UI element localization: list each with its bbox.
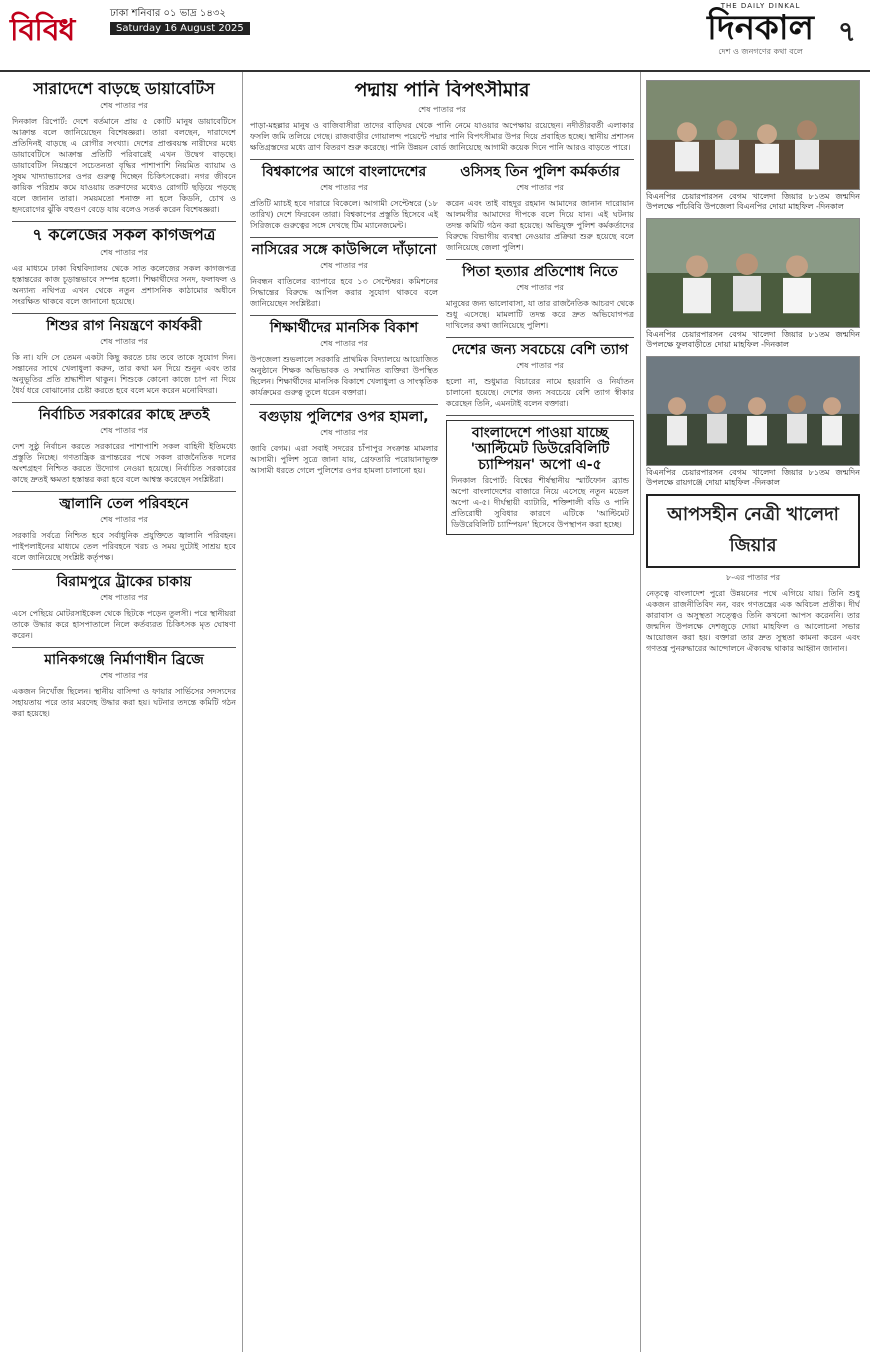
story-body: প্রতিটি ম্যাচই হবে দারারে বিকেলে। আগামী সেপ্টেম্বরে (১৮ তারিখ) দেশে ফিরবেন তারা। বিশ্বকাপের প্রস্তুতি হিসেবে এই সিরিজকে গুরুত্বের সঙ্গে দেখছে টিম ম্যানেজমেন্ট। (250, 198, 438, 230)
photo (646, 356, 860, 466)
divider (446, 259, 634, 260)
middle-column (250, 80, 634, 1345)
newspaper-brand (707, 2, 814, 59)
headline: সারাদেশে বাড়ছে ডায়াবেটিস (33, 80, 215, 98)
divider (12, 491, 236, 492)
brand-name: দিনকাল (707, 8, 814, 48)
story-body: এসে পেছিয়ে মোটরসাইকেল থেকে ছিটকে পড়েন তুলসী। পরে স্থানীয়রা তাকে উদ্ধার করে হাসপাতালে নিলে কর্তব্যরত চিকিৎসক মৃত ঘোষণা করেন। (12, 609, 236, 641)
divider (250, 159, 634, 160)
story-body: করেন এবং তাই বাহদুর রহমান আমাদের জানান দারোয়ান আলমগীর আমাদের দীপকে বলে দিয়ে যান। এই ঘটনায় তদন্ত কমিটি গঠন করা হয়েছে। অভিযুক্ত পুলিশ কর্মকর্তাদের বিরুদ্ধে বিভাগীয় ব্যবস্থা নেওয়ার প্রক্রিয়া শুরু হয়েছে বলে জানিয়েছে জেলা পুলিশ। (446, 198, 634, 252)
headline: নাসিরের সঙ্গে কাউন্সিলে দাঁড়ানো (251, 241, 437, 258)
headline: জ্বালানি তেল পরিবহনে (59, 495, 189, 512)
date-bangla: ঢাকা শনিবার ০১ ভাদ্র ১৪৩২ (110, 8, 226, 19)
divider (12, 402, 236, 403)
story-body: সরকারি সর্বত্রে নিশ্চিত হবে সর্বাধুনিক প্রযুক্তিতে জ্বালানি পরিবহন। পাইপলাইনের মাধ্যমে তেল পরিবহনে খরচ ও সময় দুটোই সাশ্রয় হবে বলে জানিয়েছে সংশ্লিষ্ট কর্তৃপক্ষ। (12, 531, 236, 563)
brand-tagline: দেশ ও জনগণের কথা বলে (718, 47, 803, 56)
divider (250, 315, 438, 316)
story-body: দেশ সুষ্ঠু নির্বাচন করতে সরকারের পাশাপাশি সকল বাহিনী ইতিমধ্যে প্রস্তুতি নিচ্ছে। গণতান্ত্রিক রূপান্তরের পথে সকল রাজনৈতিক দলের অংশগ্রহণ নিশ্চিত করতে উদ্যোগ নেওয়া হয়েছে। নির্বাচিত সরকারের কাছে দ্রুতই ক্ষমতা হস্তান্তর করা হবে বলে আশ্বস্ত করেছেন সংশ্লিষ্টরা। (12, 441, 236, 484)
left-column (12, 80, 236, 1345)
divider (12, 647, 236, 648)
story-ultimate (446, 420, 634, 535)
story-bogura (250, 409, 438, 476)
headline: দেশের জন্য সবচেয়ে বেশি ত্যাগ (451, 342, 629, 359)
headline: বিশ্বকাপের আগে বাংলাদেশের (261, 163, 427, 180)
continued-label: শেষ পাতার পর (320, 339, 368, 349)
divider (12, 313, 236, 314)
divider (446, 415, 634, 416)
divider (12, 221, 236, 222)
photo-image (647, 357, 859, 465)
headline: শিশুর রাগ নিয়ন্ত্রণে কার্যকরী (46, 317, 202, 334)
right-column (646, 80, 860, 1345)
headline: ওসিসহ তিন পুলিশ কর্মকর্তার (460, 163, 620, 180)
story-body: হলো না, শুধুমাত্র বিচারের নামে হয়রানি ও নির্যাতন চালানো হয়েছে। দেশের জন্য সবচেয়ে বেশি ত্যাগ স্বীকার করেছেন তিনি, এমনটাই বলেন বক্তারা। (446, 377, 634, 409)
continued-label: ৮-এর পাতার পর (726, 573, 780, 582)
divider (446, 337, 634, 338)
column-rule (242, 72, 243, 1352)
date-english: Saturday 16 August 2025 (110, 22, 250, 35)
photo-caption: বিএনপির চেয়ারপারসন বেগম খালেদা জিয়ার ৮১তম জন্মদিন উপলক্ষে ফুলবাড়ীতে দোয়া মাহফিল -দিনকাল (646, 330, 860, 349)
continued-label: শেষ পাতার পর (320, 182, 368, 192)
column-rule (640, 72, 641, 1352)
middle-split (250, 164, 634, 542)
photo-image (647, 219, 859, 327)
story-nirbachito (12, 407, 236, 485)
continued-label: শেষ পাতার পর (516, 283, 564, 293)
brand-english: THE DAILY DINKAL (720, 2, 801, 10)
divider (250, 237, 438, 238)
divider (250, 404, 438, 405)
headline: আপসহীন নেত্রী খালেদা জিয়ার (646, 494, 860, 568)
story-body: নিবন্ধন বাতিলের ব্যাপারে হবে ১৩ সেপ্টেম্বর। কমিশনের সিদ্ধান্তের বিরুদ্ধে আপিল করার সুযোগ থাকবে বলে জানিয়েছেন সংশ্লিষ্টরা। (250, 277, 438, 309)
photo-image (647, 81, 859, 189)
continued-label: শেষ পাতার পর (100, 671, 148, 681)
photo (646, 218, 860, 328)
continued-label: শেষ পাতার পর (100, 247, 148, 257)
story-colleges (12, 226, 236, 306)
story-jalani (12, 496, 236, 563)
story-shishur (12, 318, 236, 396)
continued-label: শেষ পাতার পর (516, 361, 564, 371)
story-body: একজন নিখোঁজ ছিলেন। স্থানীয় বাসিন্দা ও ফায়ার সার্ভিসের সদস্যদের সহায়তায় পরে তার মরদেহ উদ্ধার করা হয়। ঘটনার তদন্তে কমিটি গঠন করা হয়েছে। (12, 687, 236, 719)
masthead (0, 0, 870, 72)
divider (12, 569, 236, 570)
story-body: পাড়া-মহল্লার মানুষ ও বাজিবাসীরা তাদের বাড়িঘর থেকে পানি নেমে যাওয়ার অপেক্ষায় রয়েছেন। নদীতীরবর্তী এলাকার ফসলি জমি তলিয়ে গেছে। রাজবাড়ীর গোয়ালন্দ পয়েন্টে পদ্মার পানি বিপৎসীমার উপর দিয়ে প্রবাহিত হচ্ছে। স্থানীয় প্রশাসন ক্ষতিগ্রস্তদের মধ্যে ত্রাণ বিতরণ শুরু করেছে। পানি উন্নয়ন বোর্ড জানিয়েছে আগামী কয়েক দিনে পানি আরও বাড়তে পারে। (250, 120, 634, 152)
continued-label: শেষ পাতার পর (100, 425, 148, 435)
continued-label: শেষ পাতার পর (100, 101, 148, 111)
story-pita (446, 264, 634, 331)
photo-caption: বিএনপির চেয়ারপারসন বেগম খালেদা জিয়ার ৮১তম জন্মদিন উপলক্ষে পাঁচবিবি উপজেলা বিএনপির দোয়া মাহফিল -দিনকাল (646, 192, 860, 211)
continued-label: শেষ পাতার পর (320, 261, 368, 271)
continued-label: শেষ পাতার পর (100, 515, 148, 525)
middle-right (446, 164, 634, 542)
headline: পদ্মায় পানি বিপৎসীমার (354, 80, 530, 101)
headline: ৭ কলেজের সকল কাগজপত্র (32, 225, 216, 245)
headline: নির্বাচিত সরকারের কাছে দ্রুতই (38, 406, 210, 423)
story-body: দিনকাল রিপোর্ট: বিশ্বের শীর্ষস্থানীয় স্মার্টফোন ব্র্যান্ড অপো বাংলাদেশের বাজারে নিয়ে এসেছে নতুন মডেল অপো এ-৫। দীর্ঘস্থায়ী ব্যাটারি, শক্তিশালী বডি ও পানি প্রতিরোধী সুবিধার কারণে এটিকে 'আল্টিমেট ডিউরেবিলিটি চ্যাম্পিয়ন' হিসেবে উপস্থাপন করা হচ্ছে। (451, 476, 629, 530)
headline: বাংলাদেশে পাওয়া যাচ্ছে 'আল্টিমেট ডিউরেবিলিটি চ্যাম্পিয়ন' অপো এ-৫ (470, 425, 610, 474)
story-manikganj (12, 652, 236, 719)
photo-caption: বিএনপির চেয়ারপারসন বেগম খালেদা জিয়ার ৮১তম জন্মদিন উপলক্ষে রায়গঞ্জে দোয়া মাহফিল -দিনকাল (646, 468, 860, 487)
story-nasir (250, 242, 438, 309)
story-body: এর মাধ্যমে ঢাকা বিশ্ববিদ্যালয় থেকে সাত কলেজের সকল কাগজপত্র হস্তান্তরের কাজ চূড়ান্তভাবে সম্পন্ন হলো। শিক্ষার্থীদের সনদ, ফলাফল ও অন্যান্য নথিপত্র এখন থেকে নতুন প্রশাসনিক কাঠামোর অধীনে সংরক্ষিত থাকবে বলে জানানো হয়েছে। (12, 263, 236, 306)
section-logo: বিবিধ (10, 13, 75, 48)
story-body: উপজেলা শুভলালে সরকারি প্রাথমিক বিদ্যালয়ে আয়োজিত অনুষ্ঠানে শিক্ষক অভিভাবক ও সম্মানিত ব্যক্তিরা উপস্থিত ছিলেন। শিক্ষার্থীদের মানসিক বিকাশে খেলাধুলা ও সাংস্কৃতিক কার্যক্রমের গুরুত্ব তুলে ধরেন বক্তারা। (250, 355, 438, 398)
story-biramganj (12, 574, 236, 641)
story-body: জাবি বেগম। এরা সবাই সদরের চাঁপাপুর সংক্রান্ত মামলার আসামী। পুলিশ সুত্রে জানা যায়, গ্রেফতারি পরোয়ানাভুক্ত আসামী ধরতে গেলে পুলিশের ওপর হামলা চালানো হয়। (250, 444, 438, 476)
photo (646, 80, 860, 190)
story-bishwakap (250, 164, 438, 231)
continued-label: শেষ পাতার পর (516, 182, 564, 192)
middle-left (250, 164, 438, 542)
story-padma (250, 80, 634, 153)
story-body: নেতৃত্বে বাংলাদেশ পুরো উন্নয়নের পথে এগিয়ে যায়। তিনি শুধু একজন রাজনীতিবিদ নন, বরং গণতন্ত্রের এক অবিচল প্রতীক। দীর্ঘ কারাবাস ও অসুস্থতা সত্ত্বেও তিনি কখনো আপস করেননি। তার জন্মদিন উপলক্ষে দেশজুড়ে দোয়া মাহফিল ও আলোচনা সভার আয়োজন করা হয়। বক্তারা তার দ্রুত সুস্থতা কামনা করেন এবং গণতন্ত্র পুনরুদ্ধারের আন্দোলনে ঐক্যবদ্ধ থাকার আহ্বান জানান। (646, 589, 860, 653)
story-body: কি না। যদি সে তেমন একটা কিছু করতে চায় তবে তাকে সুযোগ দিন। সন্তানের সাথে খেলাধুলা করুন, তার কথা মন দিয়ে শুনুন এবং তার অনুভূতির প্রতি শ্রদ্ধাশীল থাকুন। শিশুকে কোনো কাজে চাপ না দিয়ে ধৈর্য ধরে বোঝানোর চেষ্টা করতে হবে বলে মনে করেন মনোবিদরা। (12, 352, 236, 395)
story-shikkharthi (250, 320, 438, 398)
story-desher (446, 342, 634, 409)
story-khaleda (646, 494, 860, 654)
story-body: মানুষের জন্য ভালোবাসা, যা তার রাজনৈতিক আচরণ থেকে শুধু এসেছে। মামলাটি তদন্ত করে দ্রুত অভিযোগপত্র দাখিলের কথা জানিয়েছে পুলিশ। (446, 299, 634, 331)
page-number: ৭ (837, 15, 856, 48)
story-body: দিনকাল রিপোর্ট: দেশে বর্তমানে প্রায় ৫ কোটি মানুষ ডায়াবেটিসে আক্রান্ত বলে জানিয়েছেন বিশেষজ্ঞরা। তারা বলছেন, দারাদেশে প্রতিদিনই বাড়ছে এ রোগীর সংখ্যা। দেশের প্রাপ্তবয়স্ক নারীদের মধ্যে ডায়াবেটিসে আক্রান্ত প্রতিটি পরিবারেই এখন উদ্বেগ বাড়ছে। ডায়াবেটিস নিয়ন্ত্রণে সচেতনতা বৃদ্ধির পাশাপাশি নিয়মিত ব্যায়াম ও সুষম খাদ্যাভ্যাসের ওপর গুরুত্ব দিচ্ছেন চিকিৎসকেরা। নগর জীবনে কায়িক পরিশ্রম কমে যাওয়ায় তরুণদের মধ্যেও রোগটি ছড়িয়ে পড়ছে বলে জানান তারা। সময়মতো শনাক্ত না হলে কিডনি, চোখ ও হৃদরোগের ঝুঁকি বহুগুণ বেড়ে যায় বলেও সতর্ক করেন বিশেষজ্ঞরা। (12, 117, 236, 215)
continued-label: শেষ পাতার পর (418, 104, 466, 114)
headline: বগুড়ায় পুলিশের ওপর হামলা, (259, 409, 429, 426)
headline: শিক্ষার্থীদের মানসিক বিকাশ (269, 320, 419, 337)
headline: পিতা হত্যার প্রতিশোধ নিতে (462, 263, 618, 280)
story-osim (446, 164, 634, 253)
headline: মানিকগঞ্জে নির্মাণাধীন ব্রিজে (44, 652, 204, 669)
headline: বিরামপুরে ট্রাকের চাকায় (56, 574, 192, 591)
continued-label: শেষ পাতার পর (100, 336, 148, 346)
continued-label: শেষ পাতার পর (100, 593, 148, 603)
continued-label: শেষ পাতার পর (320, 428, 368, 438)
story-diabetes (12, 80, 236, 215)
